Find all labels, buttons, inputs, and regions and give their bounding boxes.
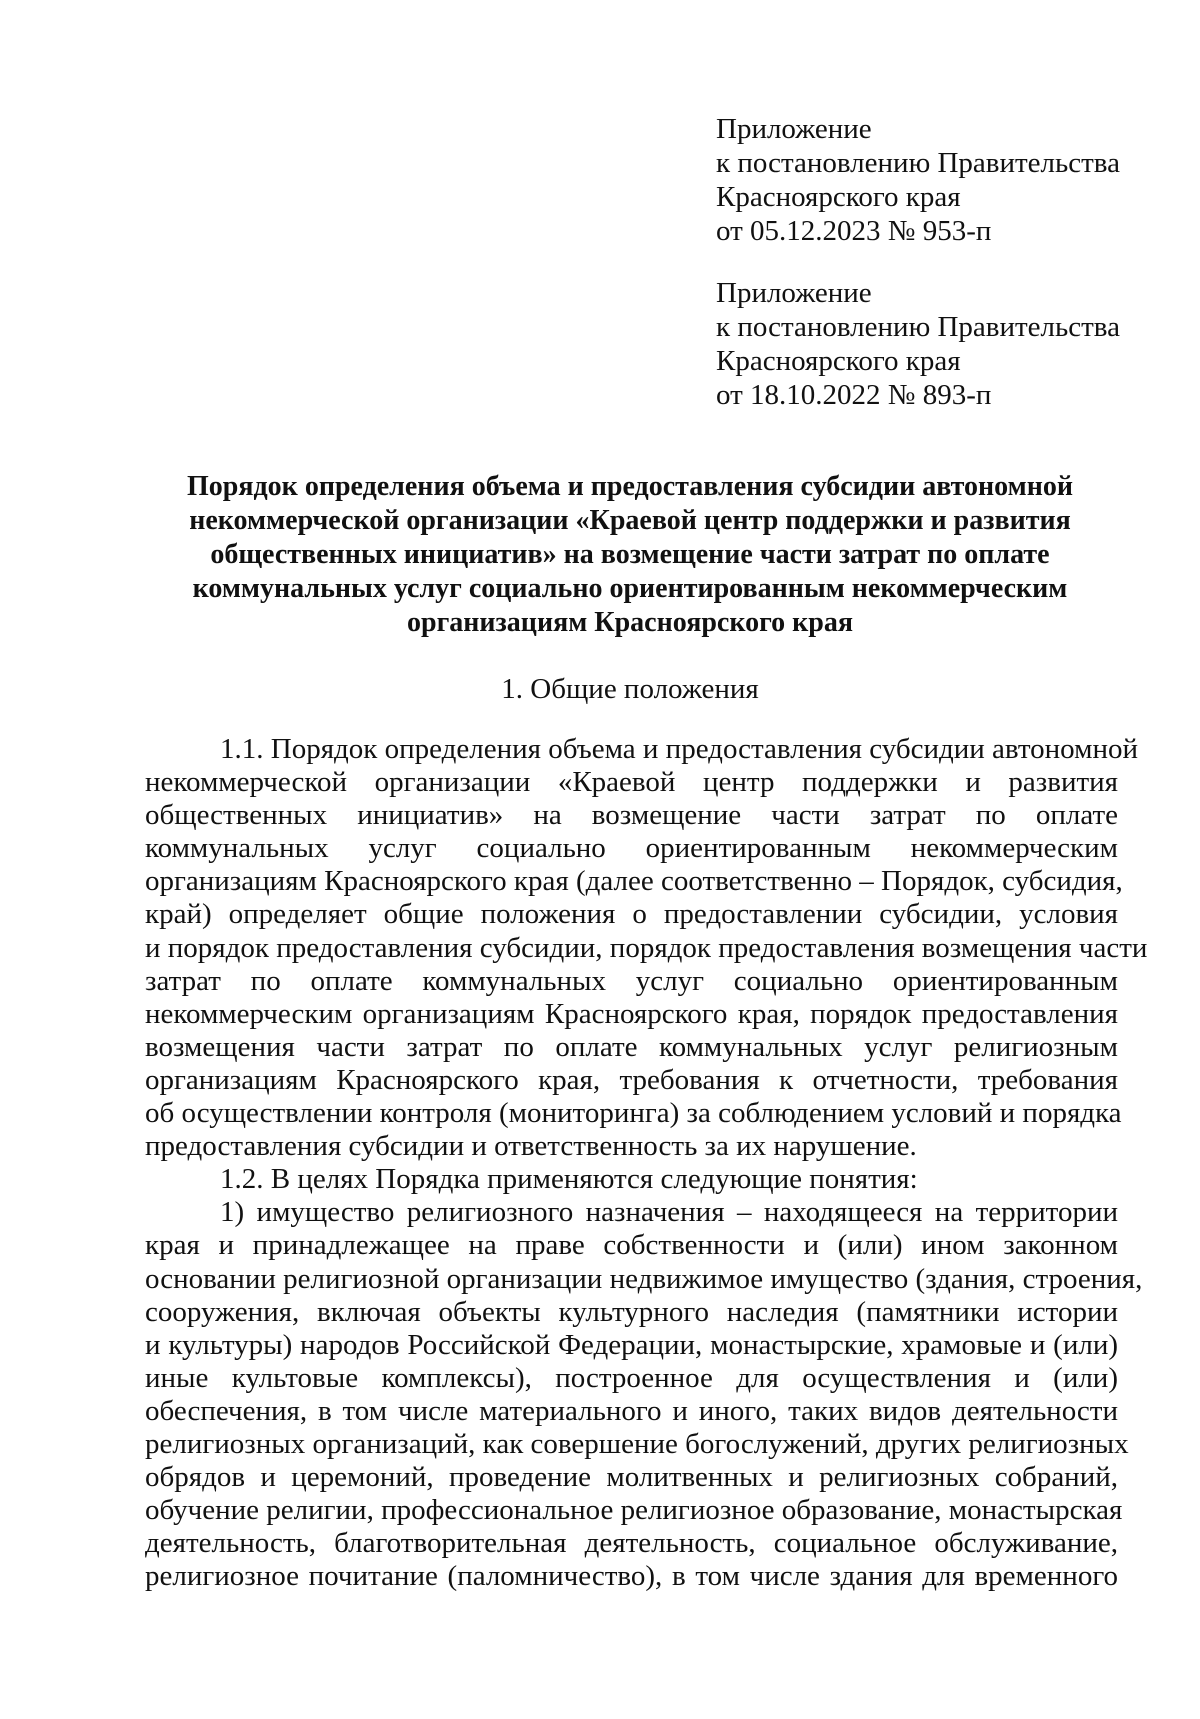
- body-line: иные культовые комплексы), построенное для осуществления и (или): [145, 1361, 1118, 1394]
- body-line: религиозное почитание (паломничество), в том числе здания для временного: [145, 1560, 1118, 1593]
- body-text: [145, 733, 1148, 1593]
- appendix-line: от 18.10.2022 № 893-п: [716, 379, 992, 411]
- body-line: 1) имущество религиозного назначения – находящееся на территории: [220, 1196, 1118, 1229]
- body-line: обеспечения, в том числе материального и иного, таких видов деятельности: [145, 1394, 1118, 1427]
- appendix-line: Приложение: [716, 277, 872, 309]
- body-line: деятельность, благотворительная деятельность, социальное обслуживание,: [145, 1527, 1118, 1560]
- appendix-line: Красноярского края: [716, 181, 961, 213]
- title-line: организациям Красноярского края: [407, 607, 853, 638]
- appendix-line: к постановлению Правительства: [716, 147, 1120, 179]
- body-line: основании религиозной организации недвижимое имущество (здания, строения,: [145, 1262, 1143, 1295]
- appendix-block-current: [716, 112, 1156, 248]
- body-line: организациям Красноярского края, требования к отчетности, требования: [145, 1063, 1118, 1096]
- appendix-block-previous: [716, 276, 1156, 412]
- body-line: 1.1. Порядок определения объема и предоставления субсидии автономной: [220, 733, 1139, 765]
- body-line: обрядов и церемоний, проведение молитвенных и религиозных собраний,: [145, 1461, 1118, 1494]
- appendix-line: Красноярского края: [716, 345, 961, 377]
- body-line: и порядок предоставления субсидии, порядок предоставления возмещения части: [145, 931, 1148, 964]
- body-line: край) определяет общие положения о предоставлении субсидии, условия: [145, 898, 1118, 931]
- body-line: края и принадлежащее на праве собственности и (или) ином законном: [145, 1229, 1118, 1262]
- body-line: общественных инициатив» на возмещение части затрат по оплате: [145, 799, 1118, 832]
- document-title: [140, 470, 1120, 640]
- body-line: и культуры) народов Российской Федерации, монастырские, храмовые и (или): [145, 1328, 1118, 1361]
- title-line: коммунальных услуг социально ориентированным некоммерческим: [192, 573, 1068, 604]
- body-line: затрат по оплате коммунальных услуг социально ориентированным: [145, 964, 1118, 997]
- body-line: некоммерческой организации «Краевой центр поддержки и развития: [145, 766, 1118, 799]
- body-line: коммунальных услуг социально ориентированным некоммерческим: [145, 832, 1118, 865]
- body-line: организациям Красноярского края (далее соответственно – Порядок, субсидия,: [145, 865, 1123, 898]
- body-line: 1.2. В целях Порядка применяются следующие понятия:: [220, 1163, 918, 1196]
- body-line: об осуществлении контроля (мониторинга) за соблюдением условий и порядка: [145, 1097, 1122, 1130]
- body-line: предоставления субсидии и ответственность за их нарушение.: [145, 1130, 917, 1163]
- appendix-line: Приложение: [716, 113, 872, 145]
- title-line: некоммерческой организации «Краевой центр поддержки и развития: [189, 505, 1071, 536]
- section-heading: 1. Общие положения: [501, 673, 759, 705]
- body-line: некоммерческим организациям Красноярского края, порядок предоставления: [145, 997, 1118, 1030]
- appendix-line: от 05.12.2023 № 953-п: [716, 215, 992, 247]
- appendix-line: к постановлению Правительства: [716, 311, 1120, 343]
- body-line: сооружения, включая объекты культурного наследия (памятники истории: [145, 1295, 1118, 1328]
- title-line: общественных инициатив» на возмещение части затрат по оплате: [210, 539, 1050, 570]
- title-line: Порядок определения объема и предоставления субсидии автономной: [187, 471, 1073, 502]
- body-line: возмещения части затрат по оплате коммунальных услуг религиозным: [145, 1030, 1118, 1063]
- body-line: религиозных организаций, как совершение богослужений, других религиозных: [145, 1427, 1129, 1460]
- body-line: обучение религии, профессиональное религиозное образование, монастырская: [145, 1494, 1123, 1527]
